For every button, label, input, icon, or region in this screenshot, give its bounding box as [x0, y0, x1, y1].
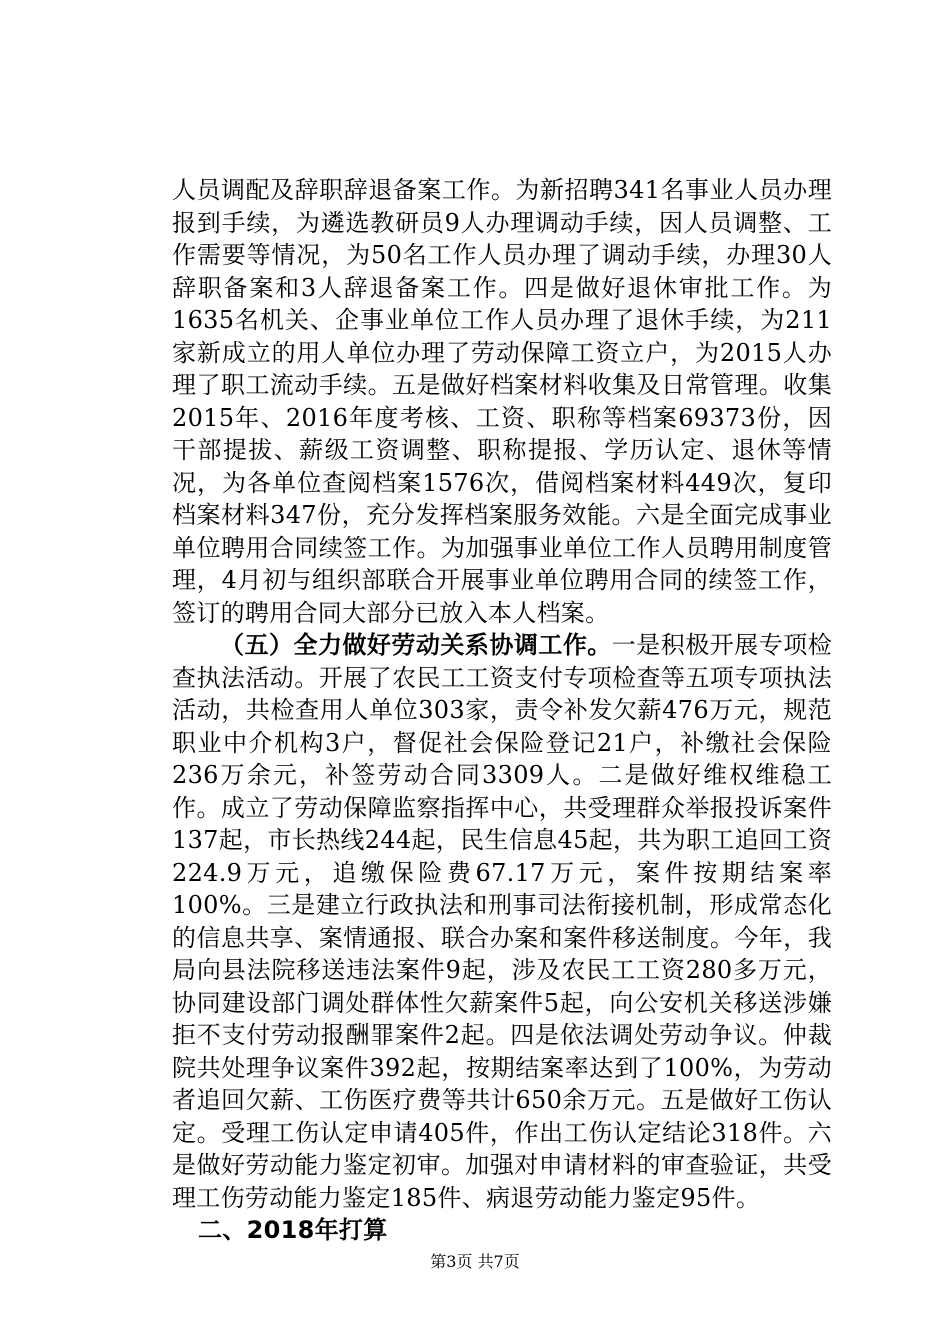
section-heading: 二、2018年打算	[198, 1216, 388, 1244]
paragraph-labor-relations	[172, 629, 832, 1214]
document-body	[172, 174, 832, 1247]
paragraph-personnel: 人员调配及辞职辞退备案工作。为新招聘341名事业人员办理报到手续，为遴选教研员9人办理调动手续，因人员调整、工作需要等情况，为50名工作人员办理了调动手续，办理30人辞职备案和3人辞退备案工作。四是做好退休审批工作。为1635名机关、企事业单位工作人员办理了退休手续，为211家新成立的用人单位办理了劳动保障工资立户，为2015人办理了职工流动手续。五是做好档案材料收集及日常管理。收集2015年、2016年度考核、工资、职称等档案69373份，因干部提拔、薪级工资调整、职称提报、学历认定、退休等情况，为各单位查阅档案1576次，借阅档案材料449次，复印档案材料347份，充分发挥档案服务效能。六是全面完成事业单位聘用合同续签工作。为加强事业单位工作人员聘用制度管理，4月初与组织部联合开展事业单位聘用合同的续签工作，签订的聘用合同大部分已放入本人档案。	[172, 176, 832, 627]
page-footer: 第3页 共7页	[430, 1252, 520, 1271]
paragraph-labor-relations-body: 一是积极开展专项检查执法活动。开展了农民工工资支付专项检查等五项专项执法活动，共检查用人单位303家，责令补发欠薪476万元，规范职业中介机构3户，督促社会保险登记21户，补缴社会保险236万余元，补签劳动合同3309人。二是做好维权维稳工作。成立了劳动保障监察指挥中心，共受理群众举报投诉案件137起，市长热线244起，民生信息45起，共为职工追回工资224.9万元，追缴保险费67.17万元，案件按期结案率100%。三是建立行政执法和刑事司法衔接机制，形成常态化的信息共享、案情通报、联合办案和案件移送制度。今年，我局向县法院移送违法案件9起，涉及农民工工资280多万元，协同建设部门调处群体性欠薪案件5起，向公安机关移送涉嫌拒不支付劳动报酬罪案件2起。四是依法调处劳动争议。仲裁院共处理争议案件392起，按期结案率达到了100%，为劳动者追回欠薪、工伤医疗费等共计650余万元。五是做好工伤认定。受理工伤认定申请405件，作出工伤认定结论318件。六是做好劳动能力鉴定初审。加强对申请材料的审查验证，共受理工伤劳动能力鉴定185件、病退劳动能力鉴定95件。	[172, 631, 832, 1212]
paragraph-heading: （五）全力做好劳动关系协调工作。	[220, 630, 612, 659]
